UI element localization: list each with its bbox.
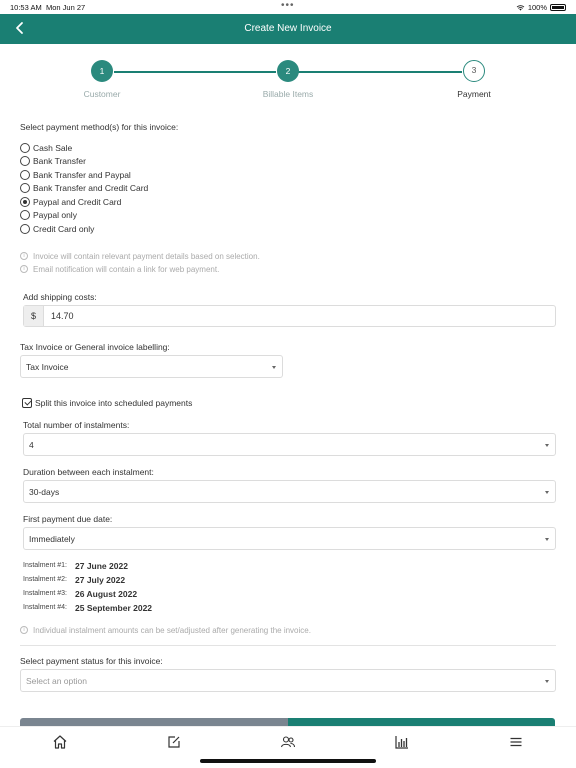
note-text: Email notification will contain a link for web payment.	[33, 264, 220, 274]
status-bar	[0, 0, 576, 14]
caret-down-icon	[272, 366, 276, 369]
instalment-date: 27 June 2022	[75, 560, 128, 571]
step-billable-items[interactable]	[243, 60, 333, 99]
wifi-icon	[516, 4, 525, 11]
instalment-row	[23, 559, 556, 573]
status-time: 10:53 AM	[10, 3, 42, 12]
instalment-label: Instalment #1:	[23, 562, 67, 569]
radio-option[interactable]	[20, 168, 556, 182]
step-label: Customer	[83, 89, 121, 99]
shipping-value[interactable]: 14.70	[51, 310, 74, 321]
radio-label: Credit Card only	[33, 223, 95, 234]
first-due-select[interactable]	[23, 527, 556, 550]
step-payment[interactable]	[429, 60, 519, 99]
radio-label: Bank Transfer and Credit Card	[33, 183, 149, 194]
shipping-input[interactable]	[23, 305, 556, 327]
radio-option[interactable]	[20, 155, 556, 169]
tax-label-title: Tax Invoice or General invoice labelling:	[20, 341, 170, 352]
payment-status-placeholder: Select an option	[26, 675, 87, 686]
caret-down-icon	[545, 444, 549, 447]
payment-form	[20, 122, 556, 692]
status-date: Mon Jun 27	[46, 3, 86, 12]
radio-button[interactable]	[20, 183, 30, 193]
battery-icon	[550, 4, 566, 11]
step-number: 1	[91, 60, 113, 82]
note-text: Individual instalment amounts can be set/adjusted after generating the invoice.	[33, 625, 311, 635]
menu-icon[interactable]	[508, 734, 524, 750]
radio-option[interactable]	[20, 182, 556, 196]
shipping-label: Add shipping costs:	[23, 291, 97, 302]
radio-button[interactable]	[20, 156, 30, 166]
split-invoice-row[interactable]	[22, 398, 556, 408]
radio-button[interactable]	[20, 224, 30, 234]
payment-status-select[interactable]	[20, 669, 556, 692]
radio-label: Bank Transfer	[33, 156, 86, 167]
duration-value: 30-days	[29, 486, 60, 497]
radio-button[interactable]	[20, 143, 30, 153]
payment-notes	[20, 250, 556, 276]
duration-select[interactable]	[23, 480, 556, 503]
bottom-tab-bar	[0, 726, 576, 768]
multitask-dots[interactable]: •••	[281, 0, 295, 11]
battery-percent: 100%	[527, 3, 547, 12]
edit-icon[interactable]	[166, 734, 182, 750]
instalment-count-select[interactable]	[23, 433, 556, 456]
radio-button[interactable]	[20, 170, 30, 180]
radio-label: Paypal only	[33, 210, 77, 221]
instalment-label: Instalment #2:	[23, 576, 67, 583]
page-title: Create New Invoice	[244, 23, 332, 34]
radio-option[interactable]	[20, 209, 556, 223]
tax-label-value: Tax Invoice	[26, 361, 69, 372]
payment-method-options	[20, 141, 556, 236]
home-indicator	[200, 759, 376, 763]
radio-label: Paypal and Credit Card	[33, 196, 122, 207]
radio-option[interactable]	[20, 141, 556, 155]
instalment-row	[23, 573, 556, 587]
status-right	[516, 3, 566, 12]
info-note	[20, 263, 556, 276]
caret-down-icon	[545, 680, 549, 683]
step-number: 2	[277, 60, 299, 82]
users-icon[interactable]	[280, 734, 296, 750]
instalment-count-label: Total number of instalments:	[23, 419, 130, 430]
radio-button[interactable]	[20, 210, 30, 220]
radio-option[interactable]	[20, 222, 556, 236]
chart-icon[interactable]	[394, 734, 410, 750]
app-header	[0, 14, 576, 44]
radio-option-selected[interactable]	[20, 195, 556, 209]
caret-down-icon	[545, 538, 549, 541]
instalment-date: 27 July 2022	[75, 574, 126, 585]
next-button[interactable]	[288, 718, 556, 726]
note-text: Invoice will contain relevant payment details based on selection.	[33, 251, 260, 261]
payment-status-label: Select payment status for this invoice:	[20, 655, 163, 666]
step-label: Billable Items	[262, 89, 314, 99]
currency-prefix: $	[24, 306, 44, 326]
caret-down-icon	[545, 491, 549, 494]
instalment-label: Instalment #4:	[23, 604, 67, 611]
radio-label: Bank Transfer and Paypal	[33, 169, 131, 180]
tax-label-select[interactable]	[20, 355, 283, 378]
split-invoice-label: Split this invoice into scheduled payments	[35, 397, 193, 408]
instalment-date: 25 September 2022	[75, 602, 153, 613]
duration-label: Duration between each instalment:	[23, 466, 154, 477]
radio-button-checked[interactable]	[20, 197, 30, 207]
payment-method-label: Select payment method(s) for this invoice:	[20, 122, 179, 132]
first-due-label: First payment due date:	[23, 513, 113, 524]
info-icon: i	[20, 626, 28, 634]
section-divider	[20, 645, 556, 646]
back-button[interactable]	[20, 718, 288, 726]
instalment-date: 26 August 2022	[75, 588, 138, 599]
split-invoice-checkbox[interactable]	[22, 398, 32, 408]
home-icon[interactable]	[52, 734, 68, 750]
radio-label: Cash Sale	[33, 142, 73, 153]
instalment-count-value: 4	[29, 439, 34, 450]
progress-stepper	[0, 60, 576, 104]
info-icon: i	[20, 265, 28, 273]
instalment-row	[23, 587, 556, 601]
step-customer[interactable]	[57, 60, 147, 99]
first-due-value: Immediately	[29, 533, 75, 544]
action-buttons	[20, 718, 555, 726]
info-icon: i	[20, 252, 28, 260]
instalment-label: Instalment #3:	[23, 590, 67, 597]
instalment-schedule	[23, 559, 556, 615]
step-label: Payment	[457, 89, 491, 99]
instalment-row	[23, 601, 556, 615]
info-note	[20, 250, 556, 263]
step-number: 3	[463, 60, 485, 82]
instalment-note	[20, 624, 556, 637]
